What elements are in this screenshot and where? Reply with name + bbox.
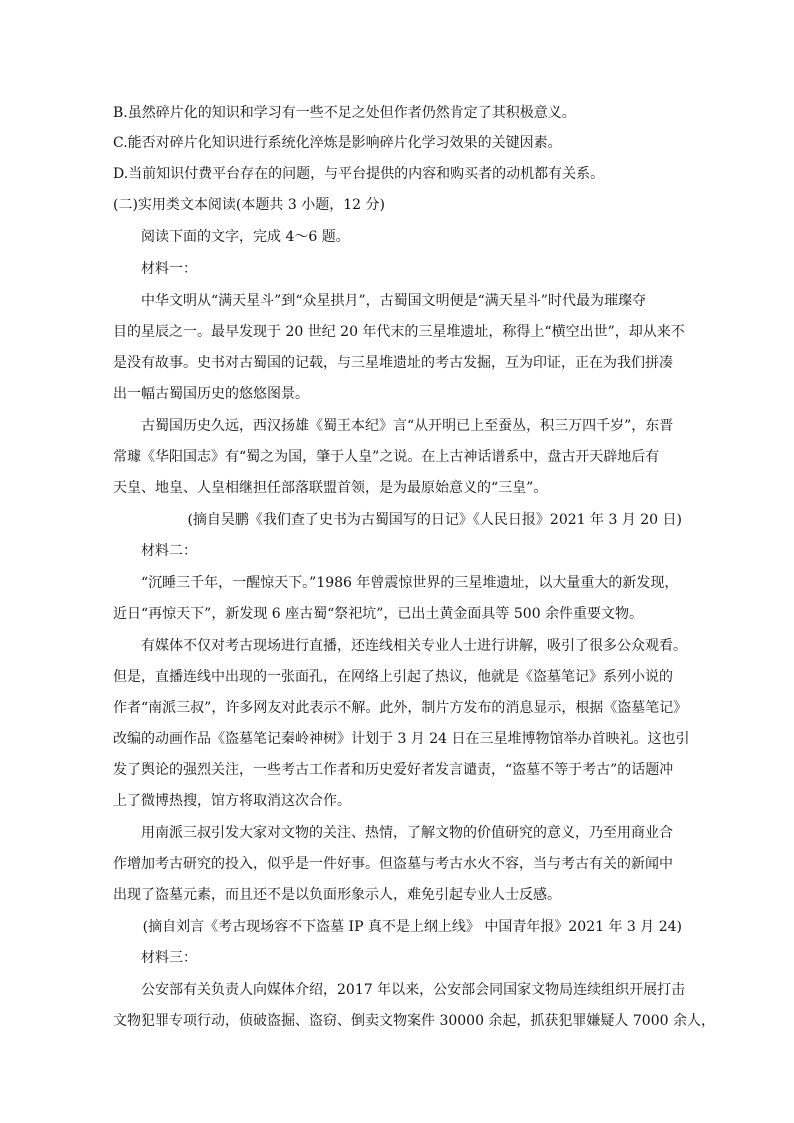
paragraph-line: 天皇、地皇、人皇相继担任部落联盟首领，是为最原始意义的“三皇”。 xyxy=(113,480,548,496)
paragraph-line: 改编的动画作品《盗墓笔记秦岭神树》计划于 3 月 24 日在三星堆博物馆举办首映礼。这也引 xyxy=(113,731,690,747)
paragraph-line: 古蜀国历史久远，西汉扬雄《蜀王本纪》言“从开明已上至蚕丛，积三万四千岁”，东晋 xyxy=(141,418,674,434)
source-citation: (摘自吴鹏《我们查了史书为古蜀国写的日记》《人民日报》2021 年 3 月 20 日) xyxy=(187,512,682,528)
option-b: B.虽然碎片化的知识和学习有一些不足之处但作者仍然肯定了其积极意义。 xyxy=(113,105,576,121)
paragraph-line: 出一幅古蜀国历史的悠悠图景。 xyxy=(113,386,309,402)
paragraph-line: 文物犯罪专项行动，侦破盗掘、盗窃、倒卖文物案件 30000 余起，抓获犯罪嫌疑人 7000 余人， xyxy=(113,1013,715,1029)
option-d: D.当前知识付费平台存在的问题，与平台提供的内容和购买者的动机都有关系。 xyxy=(113,166,605,182)
paragraph-line: 公安部有关负责人向媒体介绍，2017 年以来，公安部会同国家文物局连续组织开展打击 xyxy=(141,982,686,998)
paragraph-line: 是没有故事。史书对古蜀国的记载，与三星堆遗址的考古发掘，互为印证，正在为我们拼凑 xyxy=(113,355,673,371)
paragraph-line: 作者“南派三叔”，许多网友对此表示不解。此外，制片方发布的消息显示，根据《盗墓笔记》 xyxy=(113,700,688,716)
paragraph-line: 出现了盗墓元素，而且还不是以负面形象示人，难免引起专业人士反感。 xyxy=(113,887,561,903)
material-2-label: 材料二： xyxy=(141,543,197,559)
instruction: 阅读下面的文字，完成 4～6 题。 xyxy=(141,229,350,245)
material-1-label: 材料一： xyxy=(141,261,197,277)
paragraph-line: 用南派三叔引发大家对文物的关注、热情，了解文物的价值研究的意义，乃至用商业合 xyxy=(141,825,673,841)
paragraph-line: 有媒体不仅对考古现场进行直播，还连线相关专业人士进行讲解，吸引了很多公众观看。 xyxy=(141,638,687,654)
paragraph-line: 中华文明从“满天星斗”到“众星拱月”，古蜀国文明便是“满天星斗”时代最为璀璨夺 xyxy=(141,293,646,309)
paragraph-line: 近日“再惊天下”，新发现 6 座古蜀“祭祀坑”，已出土黄金面具等 500 余件重要文物。 xyxy=(113,606,644,622)
paragraph-line: 作增加考古研究的投入，似乎是一件好事。但盗墓与考古水火不容，当与考古有关的新闻中 xyxy=(113,856,673,872)
paragraph-line: 但是，直播连线中出现的一张面孔，在网络上引起了热议，他就是《盗墓笔记》系列小说的 xyxy=(113,669,673,685)
option-c: C.能否对碎片化知识进行系统化淬炼是影响碎片化学习效果的关键因素。 xyxy=(113,135,562,151)
section-heading: (二)实用类文本阅读(本题共 3 小题，12 分) xyxy=(113,197,385,213)
source-citation: (摘自刘言《考古现场容不下盗墓 IP 真不是上纲上线》 中国青年报》2021 年 3 月 24) xyxy=(142,919,682,935)
paragraph-line: 上了微博热搜，馆方将取消这次合作。 xyxy=(113,793,351,809)
paragraph-line: 常璩《华阳国志》有“蜀之为国，肇于人皇”之说。在上古神话谱系中，盘古开天辟地后有 xyxy=(113,449,660,465)
paragraph-line: “沉睡三千年，一醒惊天下。”1986 年曾震惊世界的三星堆遗址，以大量重大的新发现， xyxy=(141,575,679,591)
paragraph-line: 目的星辰之一。最早发现于 20 世纪 20 年代末的三星堆遗址，称得上“横空出世”，却从来不 xyxy=(113,324,685,340)
material-3-label: 材料三： xyxy=(141,950,197,966)
paragraph-line: 发了舆论的强烈关注，一些考古工作者和历史爱好者发言谴责，“盗墓不等于考古”的话题冲 xyxy=(113,762,674,778)
